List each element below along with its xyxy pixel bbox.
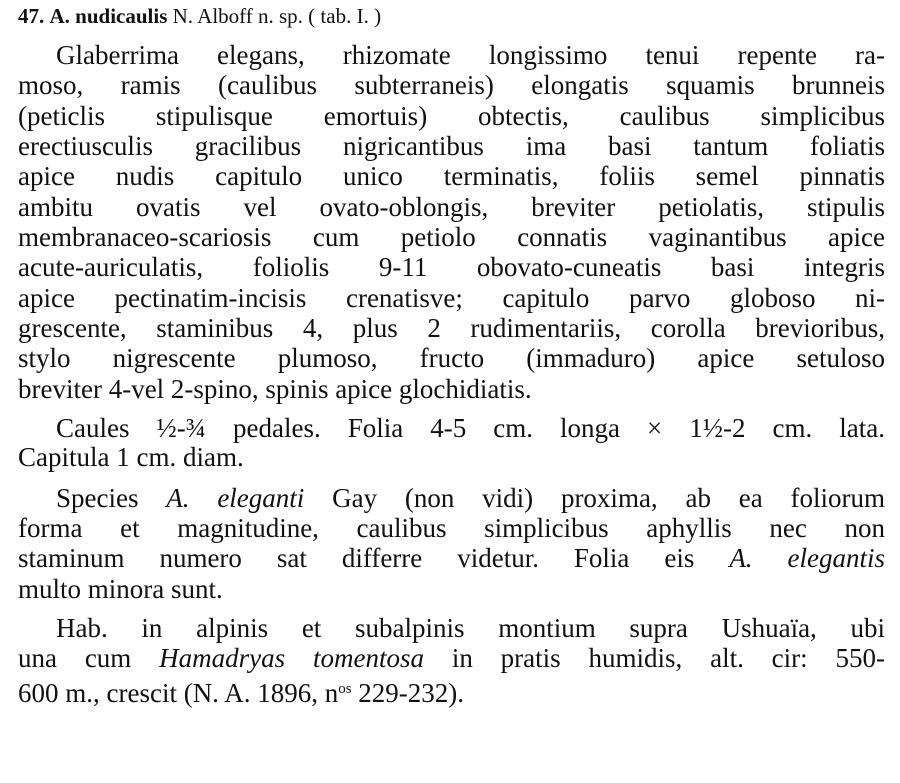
text-line <box>18 192 885 222</box>
text-segment: Caules ½-¾ pedales. Folia 4-5 cm. longa × 1½-2 cm. lata. <box>56 413 885 443</box>
text-segment: erectiusculis gracilibus nigricantibus ima basi tantum foliatis <box>18 131 885 161</box>
text-segment: forma et magnitudine, caulibus simplicibus aphyllis nec non <box>18 513 885 543</box>
text-segment: in pratis humidis, alt. cir: 550- <box>423 643 885 673</box>
text-line <box>18 252 885 282</box>
text-segment: breviter 4-vel 2-spino, spinis apice glochidiatis. <box>18 374 532 404</box>
text-line <box>18 161 885 191</box>
text-line <box>56 413 885 443</box>
text-line <box>18 101 885 131</box>
text-line <box>56 613 885 643</box>
text-segment: una cum <box>18 643 160 673</box>
text-segment: 229-232). <box>351 678 465 708</box>
text-line <box>18 674 885 708</box>
text-line <box>18 343 885 373</box>
text-segment: membranaceo-scariosis cum petiolo connatis vaginantibus apice <box>18 222 885 252</box>
text-segment: apice pectinatim-incisis crenatisve; capitulo parvo globoso ni- <box>18 283 885 313</box>
species-name: A. nudicaulis <box>49 4 168 28</box>
text-line <box>56 483 885 513</box>
text-line <box>18 131 885 161</box>
italic-taxon-name: A. elegantis <box>729 543 885 573</box>
text-segment: apice nudis capitulo unico terminatis, foliis semel pinnatis <box>18 161 885 191</box>
text-line <box>18 70 885 100</box>
text-segment: Capitula 1 cm. diam. <box>18 442 244 472</box>
text-line <box>18 374 885 404</box>
text-line <box>18 574 885 604</box>
text-segment: 600 m., crescit (N. A. 1896, n <box>18 678 339 708</box>
species-heading <box>18 4 381 29</box>
text-segment: staminum numero sat differre videtur. Folia eis <box>18 543 730 573</box>
italic-taxon-name: Hamadryas tomentosa <box>159 643 424 673</box>
text-segment: ambitu ovatis vel ovato-oblongis, breviter petiolatis, stipulis <box>18 192 885 222</box>
text-segment: grescente, staminibus 4, plus 2 rudimentariis, corolla brevioribus, <box>18 313 885 343</box>
text-segment: multo minora sunt. <box>18 574 223 604</box>
text-line <box>18 513 885 543</box>
text-segment: stylo nigrescente plumoso, fructo (immaduro) apice setuloso <box>18 343 885 373</box>
text-line <box>18 222 885 252</box>
text-line <box>18 313 885 343</box>
text-line <box>18 543 885 573</box>
text-line <box>56 40 885 70</box>
text-segment: acute-auriculatis, foliolis 9-11 obovato-cuneatis basi integris <box>18 252 885 282</box>
text-segment: Glaberrima elegans, rhizomate longissimo tenui repente ra- <box>56 40 885 70</box>
text-line <box>18 442 885 472</box>
text-segment: moso, ramis (caulibus subterraneis) elongatis squamis brunneis <box>18 70 885 100</box>
text-segment: Hab. in alpinis et subalpinis montium supra Ushuaïa, ubi <box>56 613 885 643</box>
species-number: 47. <box>18 4 45 28</box>
italic-taxon-name: A. eleganti <box>166 483 305 513</box>
text-segment: Species <box>56 483 167 513</box>
species-author: N. Alboff n. sp. ( tab. I. ) <box>172 4 382 28</box>
text-line <box>18 643 885 673</box>
text-segment: (peticlis stipulisque emortuis) obtectis, caulibus simplicibus <box>18 101 885 131</box>
text-segment: Gay (non vidi) proxima, ab ea foliorum <box>304 483 885 513</box>
text-line <box>18 283 885 313</box>
text-segment: os <box>338 681 352 697</box>
